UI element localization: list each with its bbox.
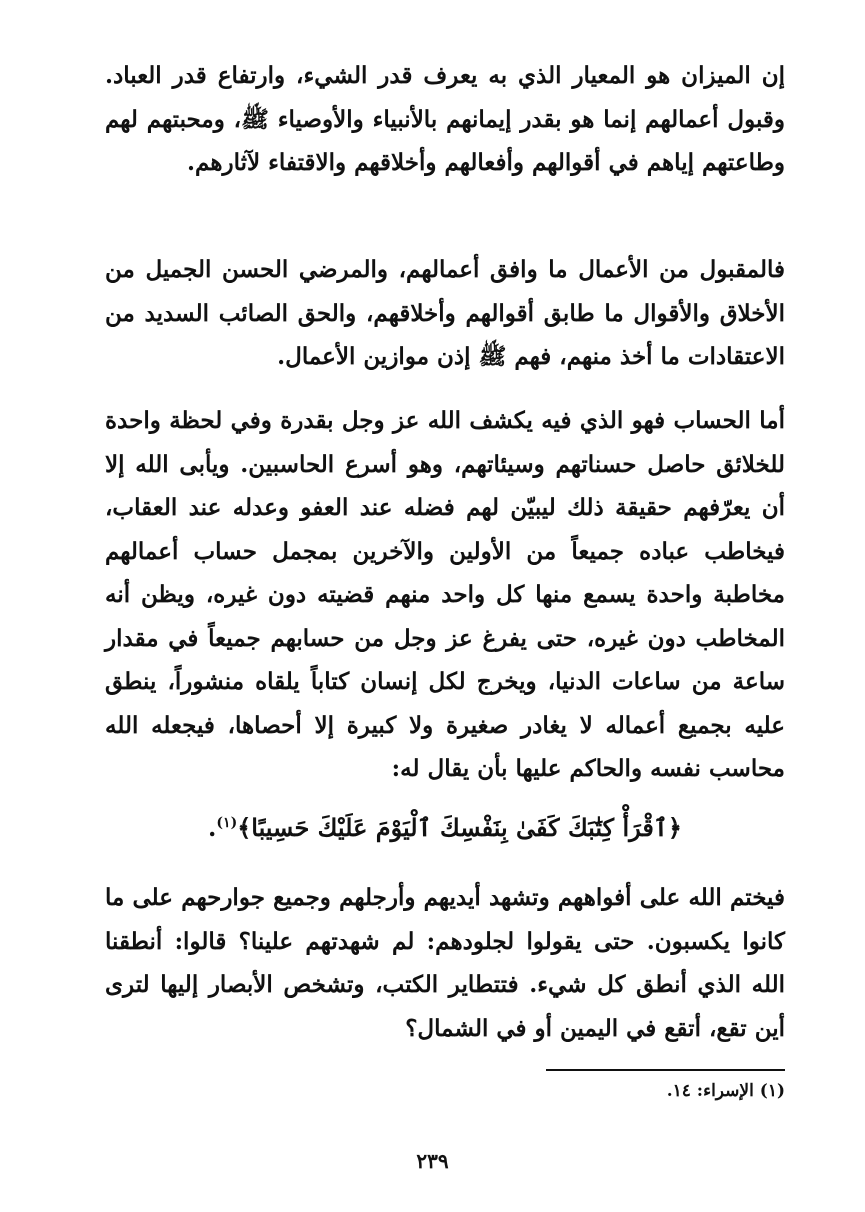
paragraph-mizan: إن الميزان هو المعيار الذي به يعرف قدر الشيء، وارتفاع قدر العباد. وقبول أعمالهم إنما هو بقدر إيمانهم بالأنبياء والأوصياء ﷺ، ومحبتهم لهم وطاعتهم إياهم في أقوالهم وأفعالهم وأخلاقهم والاقتفاء لآثارهم. [105,62,785,176]
verse-text: ﴿ٱقْرَأْ كِتَٰبَكَ كَفَىٰ بِنَفْسِكَ ٱلْيَوْمَ عَلَيْكَ حَسِيبًا﴾ [237,813,682,842]
paragraph-witness: فيختم الله على أفواههم وتشهد أيديهم وأرجلهم وجميع جوارحهم على ما كانوا يكسبون. حتى يقولوا لجلودهم: لم شهدتهم علينا؟ قالوا: أنطقنا الله الذي أنطق كل شيء. فتتطاير الكتب، وتشخص الأبصار إليها لترى أين تقع، أتقع في اليمين أو في الشمال؟ [105,884,785,1042]
footnote [105,1076,785,1106]
paragraph-hisab: أما الحساب فهو الذي فيه يكشف الله عز وجل بقدرة وفي لحظة واحدة للخلائق حاصل حسناتهم وسيئاتهم، وهو أسرع الحاسبين. ويأبى الله إلا أن يعرّفهم حقيقة ذلك ليبيّن لهم فضله عند العفو وعدله عند العقاب، فيخاطب عباده جميعاً من الأولين والآخرين بمجمل حساب أعمالهم مخاطبة واحدة يسمع منها كل واحد منهم قضيته دون غيره، ويظن أنه المخاطب دون غيره، حتى يفرغ عز وجل من حسابهم جميعاً في مقدار ساعة من ساعات الدنيا، ويخرج لكل إنسان كتاباً يلقاه منشوراً، ينطق عليه بجميع أعماله لا يغادر صغيرة ولا كبيرة إلا أحصاها، فيجعله الله محاسب نفسه والحاكم عليها بأن يقال له: [105,407,785,782]
verse-end-punctuation: . [208,813,217,842]
quran-verse [105,801,785,850]
page-number: ٢٣٩ [416,1149,449,1173]
paragraph-accepted-deeds: فالمقبول من الأعمال ما وافق أعمالهم، والمرضي الحسن الجميل من الأخلاق والأقوال ما طابق أقوالهم وأخلاقهم، والحق الصائب السديد من الاعتقادات ما أخذ منهم، فهم ﷺ إذن موازين الأعمال. [105,256,785,370]
footnote-divider [546,1069,785,1071]
footnote-text: الإسراء: ١٤. [666,1081,754,1101]
footnote-marker: (١) [759,1081,785,1101]
footnote-reference: (١) [216,815,238,831]
